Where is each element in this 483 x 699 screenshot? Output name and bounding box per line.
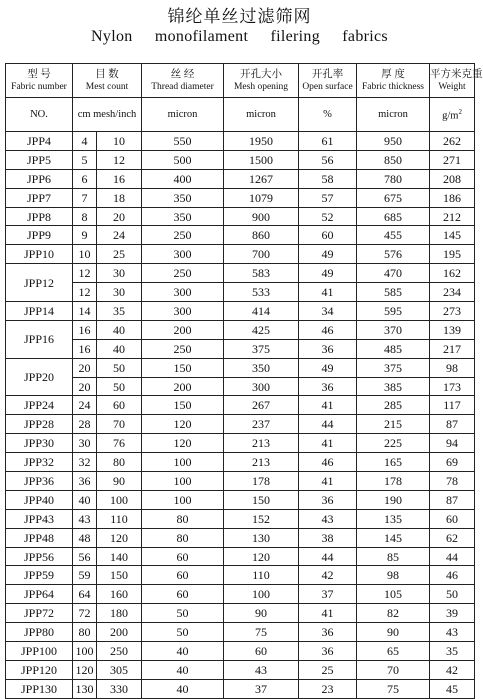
cell-mesh-inch: 24 [97,226,142,245]
cell-weight: 50 [430,585,475,604]
cell-thread: 350 [142,188,224,207]
cell-weight: 60 [430,509,475,528]
cell-thickness: 485 [357,339,430,358]
cell-model: JPP30 [6,434,73,453]
cell-open-surface: 58 [299,169,357,188]
cell-weight: 117 [430,396,475,415]
cell-mesh-cm: 8 [73,207,97,226]
cell-thread: 100 [142,472,224,491]
cell-open-surface: 43 [299,509,357,528]
cell-open-surface: 49 [299,245,357,264]
table-row [6,585,475,604]
cell-mesh-cm: 56 [73,547,97,566]
cell-weight: 94 [430,434,475,453]
cell-mesh-cm: 30 [73,434,97,453]
cell-thread: 300 [142,302,224,321]
cell-open-surface: 36 [299,623,357,642]
unit-weight: $g/m^2$ [430,98,475,132]
cell-open-surface: 23 [299,679,357,698]
cell-thickness: 135 [357,509,430,528]
cell-weight: 87 [430,490,475,509]
cell-model: JPP20 [6,358,73,396]
cell-thickness: 225 [357,434,430,453]
cell-open-surface: 60 [299,226,357,245]
cell-weight: 173 [430,377,475,396]
cell-mesh-cm: 36 [73,472,97,491]
cell-mesh-cm: 43 [73,509,97,528]
cell-thread: 80 [142,509,224,528]
cell-mesh-inch: 90 [97,472,142,491]
cell-mesh-cm: 7 [73,188,97,207]
cell-opening: 1950 [224,132,299,151]
cell-opening: 130 [224,528,299,547]
header-thread-diameter: 丝 经 Thread diameter [142,64,224,98]
cell-mesh-cm: 4 [73,132,97,151]
cell-weight: 35 [430,642,475,661]
cell-mesh-inch: 330 [97,679,142,698]
cell-model: JPP80 [6,623,73,642]
cell-open-surface: 56 [299,150,357,169]
cell-thread: 150 [142,396,224,415]
cell-mesh-cm: 24 [73,396,97,415]
table-row [6,207,475,226]
cell-weight: 271 [430,150,475,169]
cell-opening: 700 [224,245,299,264]
table-row [6,679,475,698]
cell-open-surface: 61 [299,132,357,151]
cell-mesh-cm: 72 [73,604,97,623]
table-row [6,302,475,321]
cell-weight: 45 [430,679,475,698]
cell-thread: 40 [142,679,224,698]
cell-thread: 50 [142,604,224,623]
table-row [6,320,475,339]
document-title-english: Nylon monofilament filering fabrics [91,28,388,45]
cell-mesh-inch: 120 [97,528,142,547]
cell-mesh-cm: 130 [73,679,97,698]
cell-mesh-cm: 16 [73,339,97,358]
unit-thread: micron [142,98,224,132]
cell-opening: 60 [224,642,299,661]
unit-mesh: cm mesh/inch [73,98,142,132]
cell-model: JPP40 [6,490,73,509]
cell-mesh-inch: 140 [97,547,142,566]
cell-weight: 43 [430,623,475,642]
table-row [6,226,475,245]
cell-model: JPP9 [6,226,73,245]
cell-weight: 208 [430,169,475,188]
cell-opening: 583 [224,264,299,283]
table-row [6,396,475,415]
cell-weight: 186 [430,188,475,207]
cell-mesh-cm: 5 [73,150,97,169]
cell-weight: 139 [430,320,475,339]
cell-mesh-cm: 32 [73,453,97,472]
cell-mesh-inch: 50 [97,377,142,396]
cell-mesh-inch: 20 [97,207,142,226]
cell-weight: 69 [430,453,475,472]
cell-thickness: 190 [357,490,430,509]
cell-open-surface: 46 [299,320,357,339]
cell-mesh-inch: 100 [97,490,142,509]
cell-mesh-cm: 20 [73,377,97,396]
cell-opening: 425 [224,320,299,339]
cell-model: JPP100 [6,642,73,661]
cell-open-surface: 38 [299,528,357,547]
cell-open-surface: 44 [299,415,357,434]
table-row [6,264,475,283]
cell-thread: 200 [142,377,224,396]
cell-open-surface: 41 [299,434,357,453]
cell-thread: 60 [142,585,224,604]
header-mesh-count: 目 数 Mest count [73,64,142,98]
cell-mesh-cm: 9 [73,226,97,245]
cell-opening: 37 [224,679,299,698]
cell-mesh-inch: 10 [97,132,142,151]
cell-weight: 62 [430,528,475,547]
header-row [6,64,475,98]
cell-opening: 152 [224,509,299,528]
header-weight: 平方米克重 Weight [430,64,475,98]
cell-thickness: 576 [357,245,430,264]
cell-mesh-inch: 76 [97,434,142,453]
table-row [6,660,475,679]
cell-opening: 150 [224,490,299,509]
cell-thread: 300 [142,245,224,264]
cell-model: JPP8 [6,207,73,226]
cell-thread: 120 [142,434,224,453]
cell-weight: 46 [430,566,475,585]
cell-opening: 900 [224,207,299,226]
cell-open-surface: 41 [299,604,357,623]
cell-thread: 150 [142,358,224,377]
cell-thickness: 70 [357,660,430,679]
cell-opening: 75 [224,623,299,642]
cell-thickness: 82 [357,604,430,623]
cell-weight: 44 [430,547,475,566]
cell-opening: 1079 [224,188,299,207]
unit-opening: micron [224,98,299,132]
cell-model: JPP56 [6,547,73,566]
unit-no: NO. [6,98,73,132]
fabric-spec-table [5,63,483,699]
cell-mesh-inch: 30 [97,283,142,302]
unit-thickness: micron [357,98,430,132]
cell-open-surface: 34 [299,302,357,321]
cell-mesh-inch: 150 [97,566,142,585]
cell-thickness: 685 [357,207,430,226]
cell-mesh-inch: 250 [97,642,142,661]
cell-open-surface: 57 [299,188,357,207]
cell-opening: 375 [224,339,299,358]
cell-model: JPP12 [6,264,73,302]
cell-open-surface: 52 [299,207,357,226]
cell-open-surface: 49 [299,358,357,377]
cell-mesh-inch: 50 [97,358,142,377]
cell-open-surface: 49 [299,264,357,283]
cell-thread: 40 [142,660,224,679]
table-row [6,604,475,623]
cell-weight: 217 [430,339,475,358]
cell-mesh-cm: 59 [73,566,97,585]
cell-thread: 40 [142,642,224,661]
cell-opening: 237 [224,415,299,434]
cell-model: JPP10 [6,245,73,264]
cell-thickness: 675 [357,188,430,207]
cell-model: JPP120 [6,660,73,679]
cell-open-surface: 41 [299,396,357,415]
cell-thread: 60 [142,547,224,566]
cell-open-surface: 41 [299,283,357,302]
table-row [6,642,475,661]
cell-thread: 250 [142,339,224,358]
cell-mesh-cm: 100 [73,642,97,661]
cell-thickness: 98 [357,566,430,585]
cell-opening: 1500 [224,150,299,169]
table-row [6,283,475,302]
cell-weight: 212 [430,207,475,226]
cell-model: JPP32 [6,453,73,472]
cell-model: JPP16 [6,320,73,358]
cell-thickness: 215 [357,415,430,434]
cell-thickness: 90 [357,623,430,642]
table-row [6,169,475,188]
cell-model: JPP6 [6,169,73,188]
header-mesh-opening: 开孔大小 Mesh opening [224,64,299,98]
cell-thread: 80 [142,528,224,547]
cell-thread: 350 [142,207,224,226]
table-row [6,490,475,509]
table-row [6,358,475,377]
cell-thickness: 385 [357,377,430,396]
cell-opening: 213 [224,453,299,472]
header-fabric-thickness: 厚 度 Fabric thickness [357,64,430,98]
cell-model: JPP36 [6,472,73,491]
cell-mesh-inch: 18 [97,188,142,207]
table-row [6,150,475,169]
cell-weight: 98 [430,358,475,377]
header-open-surface: 开孔率 Open surface [299,64,357,98]
cell-mesh-inch: 70 [97,415,142,434]
table-row [6,245,475,264]
unit-open-surface: % [299,98,357,132]
cell-mesh-inch: 25 [97,245,142,264]
table-row [6,377,475,396]
cell-model: JPP5 [6,150,73,169]
cell-mesh-inch: 40 [97,320,142,339]
table-row [6,415,475,434]
cell-thickness: 165 [357,453,430,472]
table-row [6,509,475,528]
cell-weight: 195 [430,245,475,264]
cell-thickness: 850 [357,150,430,169]
cell-model: JPP7 [6,188,73,207]
cell-open-surface: 36 [299,377,357,396]
cell-open-surface: 37 [299,585,357,604]
cell-thread: 200 [142,320,224,339]
cell-mesh-inch: 110 [97,509,142,528]
cell-model: JPP24 [6,396,73,415]
cell-mesh-cm: 64 [73,585,97,604]
cell-mesh-inch: 200 [97,623,142,642]
cell-mesh-inch: 35 [97,302,142,321]
table-row [6,566,475,585]
cell-mesh-inch: 60 [97,396,142,415]
cell-model: JPP64 [6,585,73,604]
table-row [6,547,475,566]
cell-thread: 300 [142,283,224,302]
cell-weight: 87 [430,415,475,434]
cell-model: JPP130 [6,679,73,698]
cell-mesh-inch: 40 [97,339,142,358]
cell-model: JPP14 [6,302,73,321]
cell-weight: 234 [430,283,475,302]
cell-mesh-cm: 80 [73,623,97,642]
cell-open-surface: 36 [299,339,357,358]
cell-mesh-cm: 28 [73,415,97,434]
cell-weight: 78 [430,472,475,491]
cell-open-surface: 25 [299,660,357,679]
cell-thickness: 370 [357,320,430,339]
cell-opening: 178 [224,472,299,491]
cell-model: JPP48 [6,528,73,547]
table-row [6,339,475,358]
cell-thickness: 85 [357,547,430,566]
cell-opening: 300 [224,377,299,396]
cell-mesh-cm: 10 [73,245,97,264]
cell-weight: 273 [430,302,475,321]
cell-thread: 50 [142,623,224,642]
cell-opening: 414 [224,302,299,321]
cell-mesh-cm: 40 [73,490,97,509]
cell-opening: 350 [224,358,299,377]
header-fabric-number: 型 号 Fabric number [6,64,73,98]
cell-mesh-inch: 80 [97,453,142,472]
cell-thickness: 455 [357,226,430,245]
cell-thread: 500 [142,150,224,169]
cell-opening: 1267 [224,169,299,188]
cell-mesh-inch: 180 [97,604,142,623]
table-row [6,528,475,547]
cell-thickness: 585 [357,283,430,302]
cell-model: JPP4 [6,132,73,151]
cell-opening: 533 [224,283,299,302]
cell-opening: 860 [224,226,299,245]
cell-mesh-cm: 20 [73,358,97,377]
cell-mesh-inch: 30 [97,264,142,283]
cell-open-surface: 42 [299,566,357,585]
cell-mesh-cm: 6 [73,169,97,188]
cell-mesh-cm: 12 [73,264,97,283]
cell-mesh-cm: 14 [73,302,97,321]
cell-mesh-inch: 12 [97,150,142,169]
table-row [6,472,475,491]
cell-thread: 60 [142,566,224,585]
cell-opening: 100 [224,585,299,604]
table-row [6,453,475,472]
cell-thickness: 145 [357,528,430,547]
cell-mesh-inch: 160 [97,585,142,604]
cell-thread: 250 [142,264,224,283]
cell-weight: 262 [430,132,475,151]
cell-opening: 90 [224,604,299,623]
cell-thickness: 595 [357,302,430,321]
cell-opening: 110 [224,566,299,585]
cell-thread: 250 [142,226,224,245]
cell-thickness: 65 [357,642,430,661]
cell-thickness: 375 [357,358,430,377]
cell-mesh-inch: 305 [97,660,142,679]
cell-thread: 550 [142,132,224,151]
cell-weight: 162 [430,264,475,283]
cell-thickness: 178 [357,472,430,491]
cell-open-surface: 41 [299,472,357,491]
cell-thickness: 75 [357,679,430,698]
cell-mesh-inch: 16 [97,169,142,188]
units-row [6,98,475,132]
cell-thickness: 780 [357,169,430,188]
cell-model: JPP43 [6,509,73,528]
cell-opening: 43 [224,660,299,679]
cell-thickness: 470 [357,264,430,283]
cell-opening: 120 [224,547,299,566]
cell-mesh-cm: 12 [73,283,97,302]
table-row [6,188,475,207]
cell-thickness: 285 [357,396,430,415]
table-row [6,434,475,453]
cell-thread: 400 [142,169,224,188]
cell-weight: 39 [430,604,475,623]
cell-open-surface: 46 [299,453,357,472]
cell-weight: 145 [430,226,475,245]
cell-thickness: 105 [357,585,430,604]
cell-thread: 100 [142,490,224,509]
table-row [6,132,475,151]
cell-mesh-cm: 16 [73,320,97,339]
cell-mesh-cm: 120 [73,660,97,679]
table-row [6,623,475,642]
cell-thread: 100 [142,453,224,472]
cell-thread: 120 [142,415,224,434]
cell-opening: 213 [224,434,299,453]
cell-mesh-cm: 48 [73,528,97,547]
document-title-chinese: 锦纶单丝过滤筛网 [167,7,312,26]
cell-model: JPP72 [6,604,73,623]
cell-opening: 267 [224,396,299,415]
cell-model: JPP28 [6,415,73,434]
cell-open-surface: 44 [299,547,357,566]
cell-open-surface: 36 [299,490,357,509]
cell-weight: 42 [430,660,475,679]
cell-thickness: 950 [357,132,430,151]
cell-open-surface: 36 [299,642,357,661]
cell-model: JPP59 [6,566,73,585]
